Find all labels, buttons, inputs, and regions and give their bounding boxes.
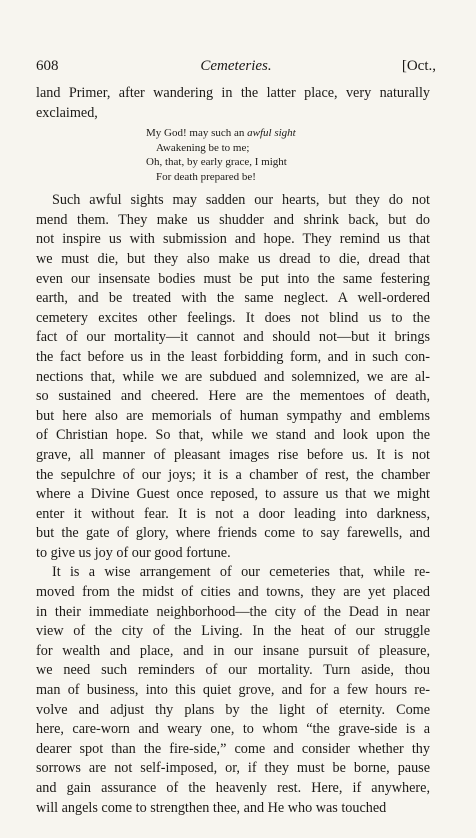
running-title: Cemeteries.: [200, 58, 272, 74]
text-line: earth, and be treated with the same neglect. A well-ordered: [36, 290, 430, 307]
paragraph-1: [36, 191, 430, 563]
text-line: will angels come to strengthen thee, and He who was touched: [36, 799, 387, 816]
date-mark: [Oct.,: [401, 58, 436, 74]
text-line: Such awful sights may sadden our hearts, but they do not: [52, 192, 430, 209]
paragraph-2: [36, 563, 430, 818]
text-line: sorrows are not self-imposed, or, if they must be borne, pause: [36, 760, 430, 777]
text-line: land Primer, after wandering in the latter place, very naturally: [36, 85, 430, 101]
quoted-verse: [146, 126, 430, 184]
text-line: dearer spot than the fire-side,” come and consider whether thy: [36, 740, 430, 757]
text-line: the sepulchre of our joys; it is a chamber of rest, the chamber: [36, 466, 430, 483]
verse-text: My God! may such an: [146, 127, 248, 140]
text-line: to give us joy of our good fortune.: [36, 544, 231, 561]
text-line: It is a wise arrangement of our cemeteries that, while re-: [52, 564, 430, 581]
text-line: here, care-worn and weary one, to whom “the grave-side is a: [36, 721, 430, 738]
text-line: cemetery excites other feelings. It does not blind us to the: [36, 309, 430, 326]
text-line: mend them. They make us shudder and shrink back, but do: [36, 211, 430, 228]
verse-line: Oh, that, by early grace, I might: [146, 156, 287, 169]
verse-emphasis: awful sight: [247, 127, 296, 140]
text-line: volve and adjust thy plans by the light of eternity. Come: [36, 701, 430, 718]
text-line: and gain assurance of the heavenly rest. Here, if anywhere,: [36, 780, 430, 796]
text-line: even our insensate bodies must be put into the same festering: [36, 270, 430, 287]
text-line: for wealth and place, and in our insane pursuit of pleasure,: [36, 642, 430, 659]
verse-line: For death prepared be!: [156, 170, 256, 183]
running-header: [36, 58, 436, 78]
text-line: grave, all manner of pleasant images rise before us. It is not: [36, 446, 430, 463]
text-line: so sustained and cheered. Here are the mementoes of death,: [36, 388, 430, 405]
text-line: view of the city of the Living. In the heat of our struggle: [36, 623, 430, 640]
text-line: moved from the midst of cities and towns, they are yet placed: [36, 584, 430, 601]
page-number: 608: [36, 58, 59, 74]
page-body: [36, 84, 430, 818]
text-line: in their immediate neighborhood—the city of the Dead in near: [36, 603, 430, 620]
text-line: enter it without fear. It is not a door leading into darkness,: [36, 505, 430, 522]
text-line: exclaimed,: [36, 104, 98, 121]
text-line: we need such reminders of our mortality. Turn aside, thou: [36, 662, 430, 679]
text-line: not inspire us with submission and hope. They remind us that: [36, 231, 430, 248]
verse-line: Awakening be to me;: [156, 141, 250, 154]
text-line: nections that, while we are subdued and solemnized, we are al-: [36, 368, 430, 385]
text-line: of Christian hope. So that, while we stand and look upon the: [36, 427, 430, 444]
text-line: man of business, into this quiet grove, and for a few hours re-: [36, 682, 430, 699]
verse-line: [146, 126, 430, 141]
text-line: we must die, but they also make us dread to die, dread that: [36, 250, 430, 267]
text-line: where a Divine Guest once reposed, to assure us that we might: [36, 486, 430, 503]
text-line: the fact before us in the least forbidding form, and in such con-: [36, 348, 430, 365]
text-line: but the gate of glory, where friends come to say farewells, and: [36, 525, 430, 542]
text-line: fact of our mortality—it cannot and should not—but it brings: [36, 329, 430, 346]
text-line: but here also are memorials of human sympathy and emblems: [36, 407, 430, 424]
